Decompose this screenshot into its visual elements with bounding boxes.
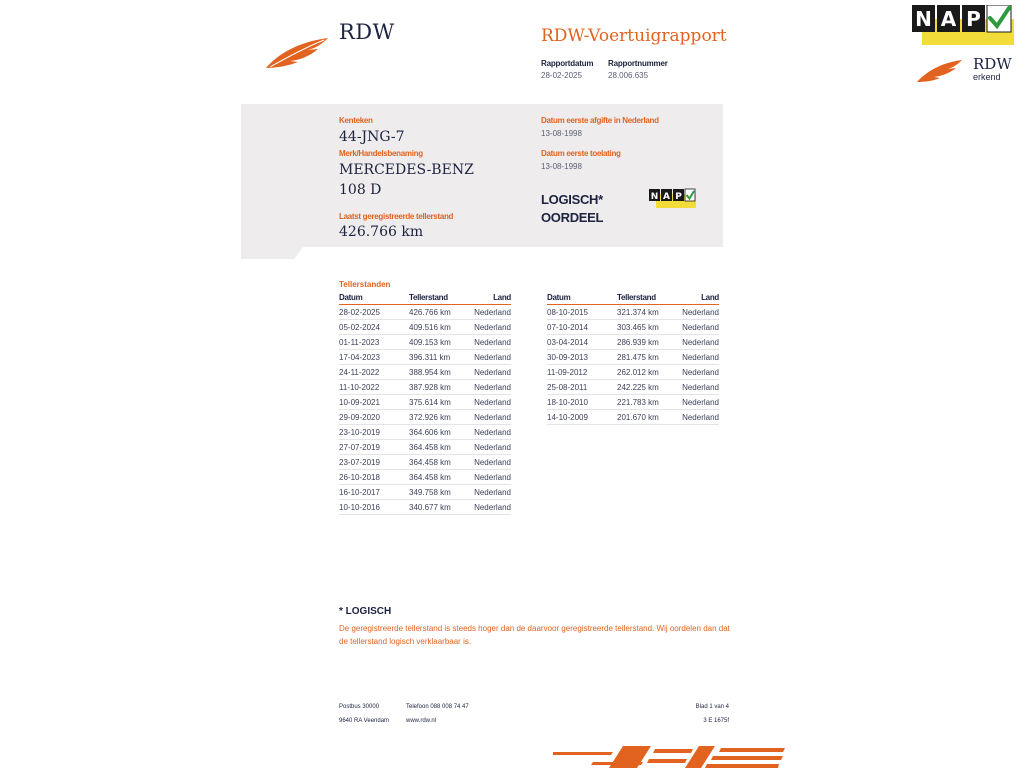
rapportdatum-label: Rapportdatum [541, 59, 594, 68]
cell-datum: 05-02-2024 [339, 320, 409, 335]
table-row [339, 380, 511, 395]
cell-land: Nederland [679, 365, 719, 380]
cell-land: Nederland [679, 305, 719, 320]
table-header-row [339, 292, 511, 305]
cell-land: Nederland [679, 380, 719, 395]
cell-land: Nederland [471, 380, 511, 395]
cell-land: Nederland [679, 350, 719, 365]
cell-datum: 18-10-2010 [547, 395, 617, 410]
table-row [547, 305, 719, 320]
cell-tellerstand: 242.225 km [617, 380, 679, 395]
table-row [339, 410, 511, 425]
cell-land: Nederland [471, 305, 511, 320]
oordeel-line-2: OORDEEL [541, 210, 604, 225]
cell-datum: 03-04-2014 [547, 335, 617, 350]
rapportnummer-label: Rapportnummer [608, 59, 668, 68]
cell-tellerstand: 221.783 km [617, 395, 679, 410]
cell-datum: 01-11-2023 [339, 335, 409, 350]
vehicle-summary-panel [241, 104, 723, 247]
nap-letter-a: A [940, 7, 957, 31]
tellerstand-value: 426.766 km [339, 224, 424, 240]
cell-datum: 24-11-2022 [339, 365, 409, 380]
cell-land: Nederland [471, 320, 511, 335]
cell-land: Nederland [679, 395, 719, 410]
report-title: RDW-Voertuigrapport [541, 26, 727, 46]
footer-postbus: Postbus 30000 [339, 704, 380, 710]
cell-tellerstand: 364.458 km [409, 455, 471, 470]
cell-tellerstand: 340.677 km [409, 500, 471, 515]
cell-tellerstand: 321.374 km [617, 305, 679, 320]
cell-tellerstand: 409.516 km [409, 320, 471, 335]
cell-tellerstand: 281.475 km [617, 350, 679, 365]
oordeel-verdict [541, 191, 603, 227]
table-row [339, 440, 511, 455]
nap-letter-p: P [966, 7, 981, 31]
rdw-stripes-decoration [553, 746, 785, 768]
table-row [339, 320, 511, 335]
tellerstand-label: Laatst geregistreerde tellerstand [339, 212, 454, 221]
tellerstanden-title: Tellerstanden [339, 280, 391, 289]
cell-tellerstand: 396.311 km [409, 350, 471, 365]
column-header-tellerstand: Tellerstand [409, 292, 471, 305]
table-row [339, 485, 511, 500]
cell-land: Nederland [471, 350, 511, 365]
afgifte-label: Datum eerste afgifte in Nederland [541, 116, 659, 125]
rapportdatum-value: 28-02-2025 [541, 71, 582, 80]
model-value: 108 D [339, 182, 382, 198]
cell-datum: 27-07-2019 [339, 440, 409, 455]
footnote-title: * LOGISCH [339, 606, 392, 617]
cell-datum: 25-08-2011 [547, 380, 617, 395]
footnote-text: De geregistreerde tellerstand is steeds hoger dan de daarvoor geregistreerde tellerstand. Wij oordelen dan dat de tellerstand logisch verklaarbaar is. [339, 624, 730, 646]
column-header-land: Land [679, 292, 719, 305]
column-header-tellerstand: Tellerstand [617, 292, 679, 305]
kenteken-label: Kenteken [339, 116, 373, 125]
table-row [547, 350, 719, 365]
cell-datum: 08-10-2015 [547, 305, 617, 320]
cell-land: Nederland [471, 410, 511, 425]
cell-tellerstand: 201.670 km [617, 410, 679, 425]
cell-datum: 07-10-2014 [547, 320, 617, 335]
afgifte-value: 13-08-1998 [541, 129, 582, 138]
table-row [339, 425, 511, 440]
footer-city: 9640 RA Veendam [339, 718, 390, 724]
cell-datum: 23-10-2019 [339, 425, 409, 440]
cell-datum: 23-07-2019 [339, 455, 409, 470]
cell-land: Nederland [471, 335, 511, 350]
cell-tellerstand: 372.926 km [409, 410, 471, 425]
cell-land: Nederland [679, 410, 719, 425]
oordeel-line-1: LOGISCH* [541, 192, 603, 207]
cell-tellerstand: 409.153 km [409, 335, 471, 350]
cell-land: Nederland [471, 485, 511, 500]
cell-datum: 16-10-2017 [339, 485, 409, 500]
cell-tellerstand: 364.458 km [409, 470, 471, 485]
cell-tellerstand: 387.928 km [409, 380, 471, 395]
cell-tellerstand: 349.758 km [409, 485, 471, 500]
column-header-datum: Datum [547, 292, 617, 305]
rdw-wordmark: RDW [339, 20, 395, 44]
cell-datum: 11-09-2012 [547, 365, 617, 380]
table-row [339, 305, 511, 320]
footer-page-number: Blad 1 van 4 [695, 704, 729, 710]
nap-small-letter-n: N [650, 192, 659, 202]
footer-website: www.rdw.nl [406, 718, 437, 724]
merk-label: Merk/Handelsbenaming [339, 149, 423, 158]
cell-datum: 29-09-2020 [339, 410, 409, 425]
cell-land: Nederland [679, 320, 719, 335]
cell-datum: 28-02-2025 [339, 305, 409, 320]
cell-land: Nederland [471, 425, 511, 440]
nap-letter-n: N [915, 7, 932, 31]
table-row [339, 350, 511, 365]
rapportnummer-value: 28.006.635 [608, 71, 649, 80]
cell-land: Nederland [471, 500, 511, 515]
toelating-label: Datum eerste toelating [541, 149, 621, 158]
table-row [339, 335, 511, 350]
cell-datum: 26-10-2018 [339, 470, 409, 485]
rdw-erkend-badge [916, 55, 1016, 85]
table-row [339, 395, 511, 410]
cell-tellerstand: 262.012 km [617, 365, 679, 380]
table-row [547, 365, 719, 380]
column-header-land: Land [471, 292, 511, 305]
table-row [547, 395, 719, 410]
footer-telefoon: Telefoon 088 008 74 47 [406, 704, 469, 710]
rdw-erkend-label: erkend [973, 72, 1001, 82]
cell-datum: 11-10-2022 [339, 380, 409, 395]
merk-value: MERCEDES-BENZ [339, 162, 474, 178]
cell-land: Nederland [471, 440, 511, 455]
cell-land: Nederland [471, 395, 511, 410]
cell-tellerstand: 375.614 km [409, 395, 471, 410]
table-row [339, 365, 511, 380]
rdw-feather-logo [264, 34, 332, 70]
cell-datum: 14-10-2009 [547, 410, 617, 425]
cell-tellerstand: 426.766 km [409, 305, 471, 320]
toelating-value: 13-08-1998 [541, 162, 582, 171]
rdw-erkend-wordmark: RDW [973, 55, 1012, 73]
column-header-datum: Datum [339, 292, 409, 305]
table-row [547, 320, 719, 335]
kenteken-value: 44-JNG-7 [339, 129, 405, 145]
cell-land: Nederland [679, 335, 719, 350]
odometer-table-right [547, 292, 719, 425]
table-row [339, 455, 511, 470]
odometer-table-left [339, 292, 511, 515]
nap-logo-icon [912, 5, 1014, 45]
footer-code: 3 E 1675f [703, 718, 729, 724]
cell-datum: 17-04-2023 [339, 350, 409, 365]
cell-tellerstand: 303.465 km [617, 320, 679, 335]
table-row [339, 470, 511, 485]
rdw-erkend-feather-icon [916, 57, 964, 83]
table-row [339, 500, 511, 515]
cell-datum: 30-09-2013 [547, 350, 617, 365]
table-row [547, 335, 719, 350]
table-row [547, 380, 719, 395]
nap-small-letter-p: P [675, 192, 682, 202]
nap-small-letter-a: A [663, 192, 670, 202]
cell-datum: 10-09-2021 [339, 395, 409, 410]
cell-land: Nederland [471, 470, 511, 485]
cell-tellerstand: 286.939 km [617, 335, 679, 350]
table-row [547, 410, 719, 425]
nap-small-icon [648, 188, 696, 208]
table-header-row [547, 292, 719, 305]
panel-tab-decoration [241, 247, 303, 259]
cell-tellerstand: 364.458 km [409, 440, 471, 455]
cell-tellerstand: 364.606 km [409, 425, 471, 440]
cell-datum: 10-10-2016 [339, 500, 409, 515]
cell-land: Nederland [471, 455, 511, 470]
cell-tellerstand: 388.954 km [409, 365, 471, 380]
cell-land: Nederland [471, 365, 511, 380]
